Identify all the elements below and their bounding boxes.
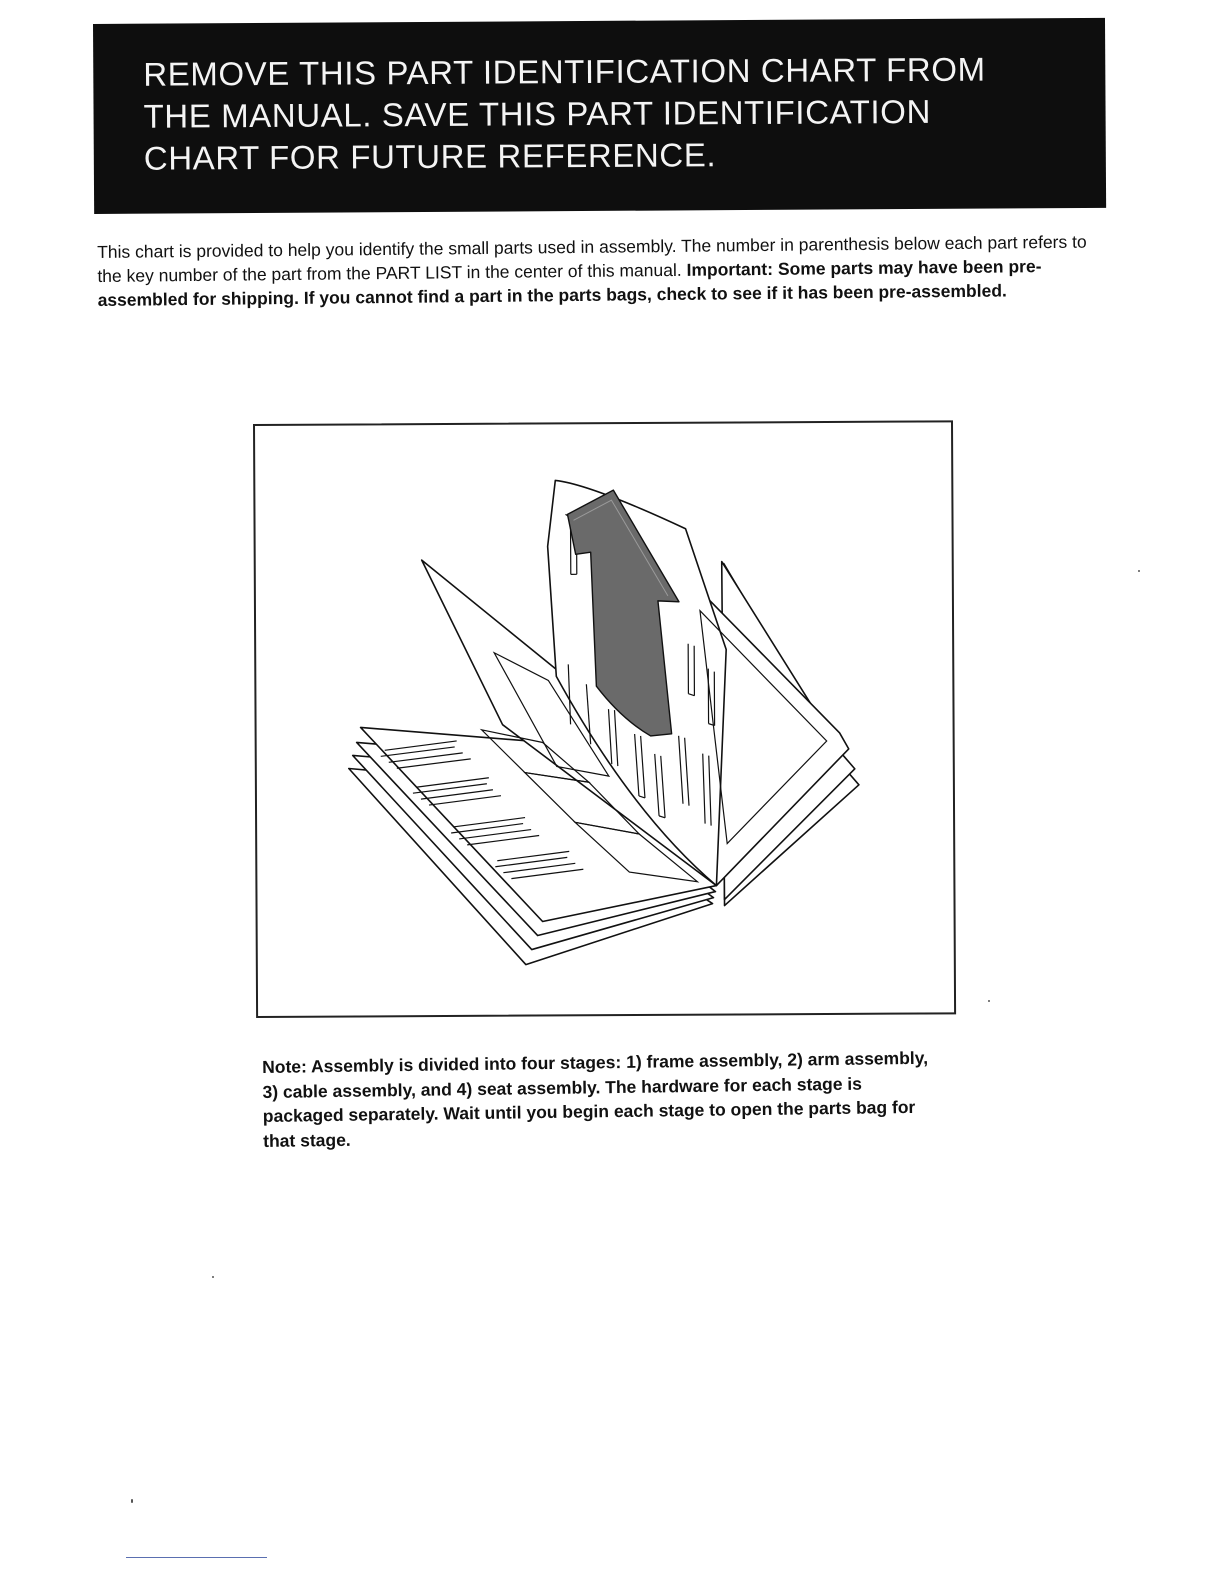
intro-paragraph bbox=[97, 230, 1098, 312]
intro-regular-text: This chart is provided to help you identify the small parts used in assembly. The number in parenthesis below each part refers to the key number of the part from the PART LIST in the center of this manual. bbox=[97, 231, 1087, 286]
intro-important-text: Important: Some parts may have been pre-assembled for shipping. If you cannot find a part in the parts bags, check to see if it has been pre-assembled. bbox=[97, 256, 1042, 310]
manual-chart-removal-icon bbox=[255, 422, 954, 1016]
scan-speck bbox=[1138, 570, 1140, 572]
banner-line-2: THE MANUAL. SAVE THIS PART IDENTIFICATION bbox=[143, 92, 932, 135]
scan-speck bbox=[212, 1276, 214, 1278]
footer-rule bbox=[126, 1557, 267, 1558]
banner-line-3: CHART FOR FUTURE REFERENCE. bbox=[143, 136, 717, 177]
header-banner bbox=[93, 18, 1106, 214]
manual-illustration-frame bbox=[253, 420, 956, 1018]
scan-speck bbox=[131, 1499, 133, 1503]
banner-line-1: REMOVE THIS PART IDENTIFICATION CHART FROM bbox=[143, 50, 986, 93]
scan-speck bbox=[988, 1000, 990, 1002]
assembly-note: Note: Assembly is divided into four stages: 1) frame assembly, 2) arm assembly, 3) cable assembly, and 4) seat assembly. The hardware for each stage is packaged separately. Wait until you begin each stage to open the parts bag for that stage. bbox=[262, 1047, 929, 1151]
